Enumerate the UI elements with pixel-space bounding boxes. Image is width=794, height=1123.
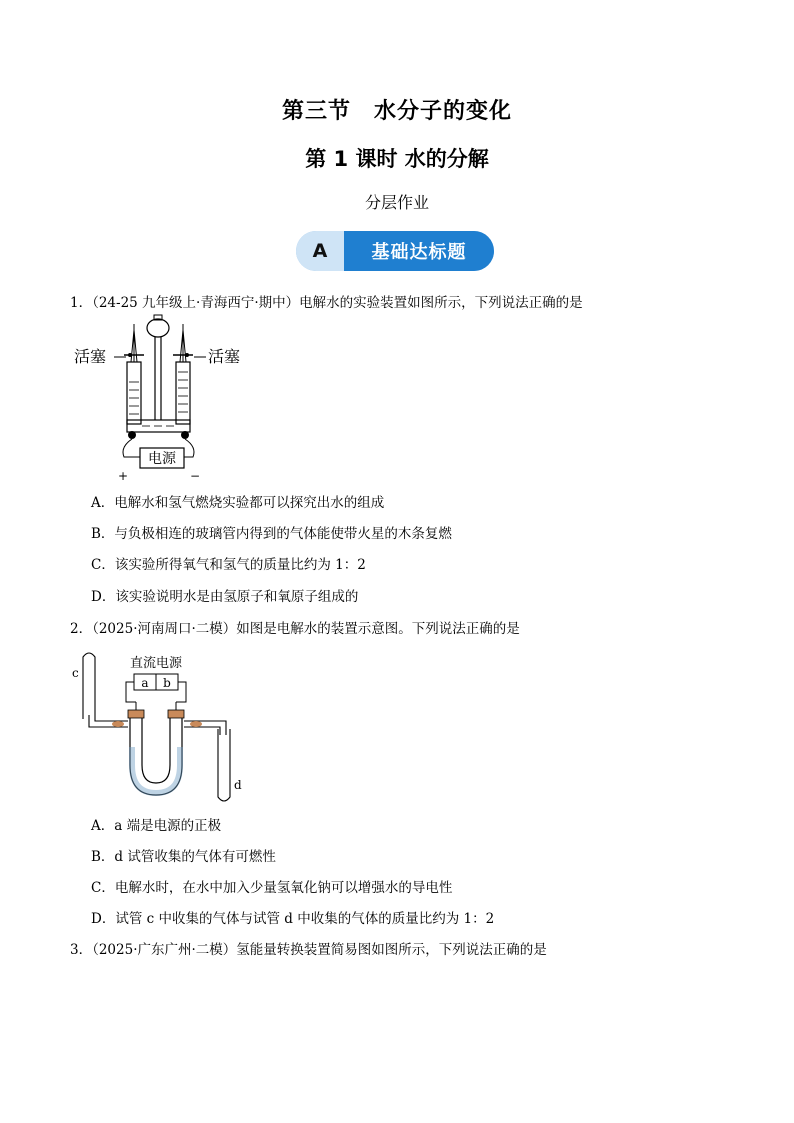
power-source-label: 电源	[148, 451, 176, 467]
u-tube-electrolysis-figure	[68, 647, 258, 805]
tube-c-label: c	[72, 666, 79, 680]
question-stem: （2025·广东广州·二模）氢能量转换装置简易图如图所示，下列说法正确的是	[92, 942, 547, 958]
level-letter: A	[296, 231, 344, 271]
section-title: 第三节 水分子的变化	[281, 99, 512, 124]
left-stopcock-label: 活塞	[74, 347, 107, 366]
question-number: 2．	[70, 621, 93, 637]
positive-terminal: +	[118, 469, 129, 483]
electrolysis-apparatus-figure	[70, 312, 250, 487]
right-stopcock-label: 活塞	[208, 347, 241, 366]
level-label: 基础达标题	[344, 231, 494, 271]
question-number: 3．	[70, 942, 93, 958]
question-2	[70, 617, 520, 637]
option-1c: C．该实验所得氧气和氢气的质量比约为 1：2	[91, 557, 366, 573]
subtitle: 分层作业	[364, 193, 429, 212]
option-1d: D．该实验说明水是由氢原子和氧原子组成的	[91, 589, 359, 605]
option-2a: A．a 端是电源的正极	[91, 818, 222, 834]
option-2d: D．试管 c 中收集的气体与试管 d 中收集的气体的质量比约为 1：2	[91, 911, 495, 927]
question-stem: （2025·河南周口·二模）如图是电解水的装置示意图。下列说法正确的是	[92, 621, 520, 637]
terminal-b-label: b	[163, 676, 171, 690]
option-1b: B．与负极相连的玻璃管内得到的气体能使带火星的木条复燃	[91, 526, 452, 542]
question-3	[70, 938, 547, 958]
option-2c: C．电解水时，在水中加入少量氢氧化钠可以增强水的导电性	[91, 880, 453, 896]
option-2b: B．d 试管收集的气体有可燃性	[91, 849, 276, 865]
lesson-title: 第 1 课时 水的分解	[305, 147, 489, 171]
terminal-a-label: a	[141, 676, 149, 690]
tube-d-label: d	[234, 778, 242, 792]
question-stem: （24-25 九年级上·青海西宁·期中）电解水的实验装置如图所示，下列说法正确的是	[92, 295, 583, 311]
option-1a: A．电解水和氢气燃烧实验都可以探究出水的组成	[91, 495, 385, 511]
question-1	[70, 291, 583, 311]
dc-power-label: 直流电源	[130, 656, 183, 671]
level-badge	[296, 231, 494, 271]
question-number: 1．	[70, 295, 93, 311]
negative-terminal: −	[190, 469, 201, 483]
